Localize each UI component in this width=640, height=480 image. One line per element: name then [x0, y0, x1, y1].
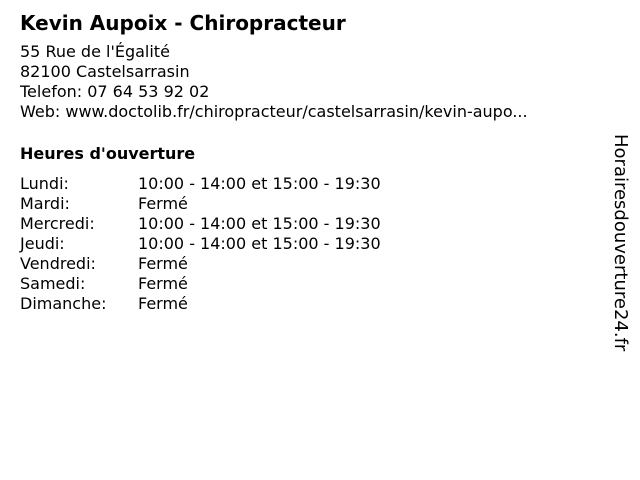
opening-hours-list: [20, 174, 381, 314]
day-label: Dimanche:: [20, 294, 107, 313]
address-street: 55 Rue de l'Égalité: [20, 42, 170, 61]
day-label: Lundi:: [20, 174, 69, 193]
day-hours: Fermé: [138, 194, 188, 213]
hours-row-lundi: [20, 174, 381, 194]
hours-row-mercredi: [20, 214, 381, 234]
hours-row-dimanche: [20, 294, 381, 314]
day-label: Mardi:: [20, 194, 70, 213]
phone-number[interactable]: Telefon: 07 64 53 92 02: [20, 82, 210, 101]
address-city: 82100 Castelsarrasin: [20, 62, 190, 81]
contact-info: [20, 42, 528, 122]
day-hours: Fermé: [138, 274, 188, 293]
day-label: Jeudi:: [20, 234, 65, 253]
site-watermark: Horairesdouverture24.fr: [610, 134, 631, 352]
day-label: Samedi:: [20, 274, 86, 293]
day-hours: 10:00 - 14:00 et 15:00 - 19:30: [138, 214, 381, 233]
website-link[interactable]: Web: www.doctolib.fr/chiropracteur/castelsarrasin/kevin-aupo...: [20, 102, 528, 121]
day-label: Mercredi:: [20, 214, 95, 233]
business-title: Kevin Aupoix - Chiropracteur: [20, 11, 346, 35]
hours-row-jeudi: [20, 234, 381, 254]
opening-hours-heading: Heures d'ouverture: [20, 144, 196, 163]
day-hours: Fermé: [138, 294, 188, 313]
day-hours: Fermé: [138, 254, 188, 273]
hours-row-vendredi: [20, 254, 381, 274]
day-label: Vendredi:: [20, 254, 96, 273]
day-hours: 10:00 - 14:00 et 15:00 - 19:30: [138, 234, 381, 253]
day-hours: 10:00 - 14:00 et 15:00 - 19:30: [138, 174, 381, 193]
hours-row-samedi: [20, 274, 381, 294]
hours-row-mardi: [20, 194, 381, 214]
